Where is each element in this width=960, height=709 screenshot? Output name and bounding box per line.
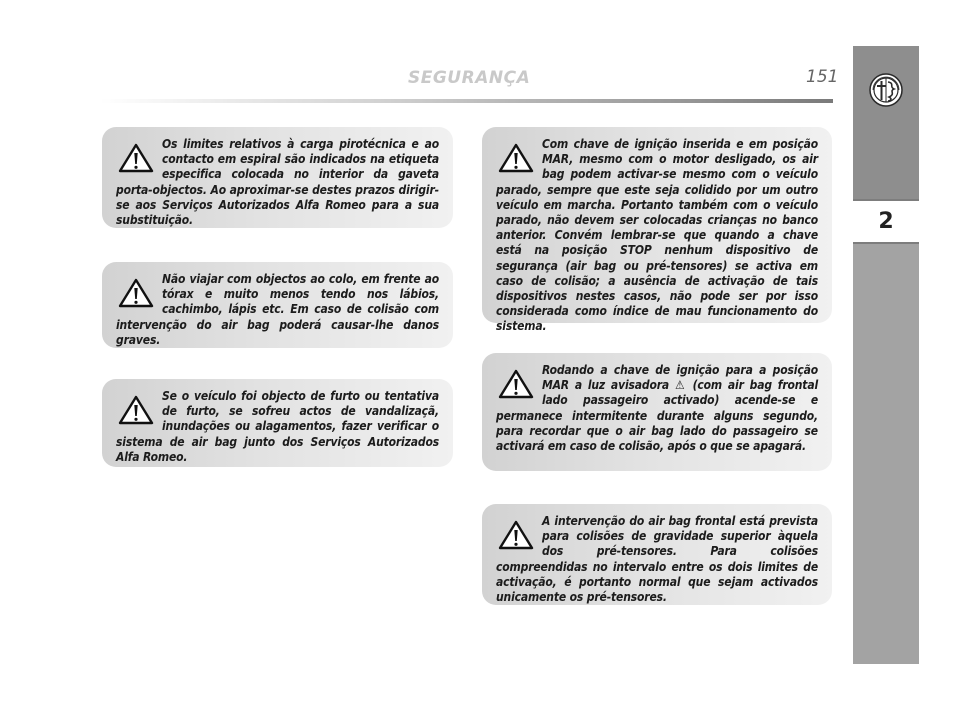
- page-header: [0, 0, 860, 110]
- warning-box-pyrotechnic-limits: [102, 127, 453, 228]
- warning-box-warning-light: [482, 353, 832, 471]
- warning-text: Com chave de ignição inserida e em posição MAR, mesmo com o motor desligado, os air bag podem activar-se mesmo com o veículo parado, sempre que este seja colidido por um outro veículo em marcha. Portanto também com o veículo parado, não devem ser colocadas crianças no banco anterior. Convém lembrar-se que quando a chave está na posição STOP nenhum dispositivo de segurança (air bag ou pré-tensores) se activa em caso de colisão; a ausência de activação de tais dispositivos nestes casos, não pode ser por isso considerada como índice de mau funcionamento do sistema.: [496, 137, 818, 334]
- warning-triangle-icon: [118, 278, 154, 308]
- warning-triangle-icon: [498, 143, 534, 173]
- warning-box-theft-vandalism: [102, 379, 453, 467]
- page-number: 151: [806, 67, 839, 87]
- logo-panel: [853, 46, 919, 199]
- warning-text: Rodando a chave de ignição para a posição MAR a luz avisadora ⚠ (com air bag frontal lado passageiro activado) acende-se e permanece intermitente durante alguns segundo, para recordar que o air bag lado do passageiro se activará em caso de colisão, após o que se apagará.: [496, 363, 818, 454]
- warning-triangle-icon: [498, 520, 534, 550]
- warning-box-frontal-airbag: [482, 504, 832, 605]
- warning-triangle-icon: [118, 395, 154, 425]
- warning-text: Se o veículo foi objecto de furto ou tentativa de furto, se sofreu actos de vandalizaçã, inundações ou alagamentos, fazer verificar o sistema de air bag junto dos Serviços Autorizados Alfa Romeo.: [116, 389, 439, 464]
- warning-triangle-icon: [118, 143, 154, 173]
- chapter-number: 2: [878, 209, 894, 234]
- header-divider: [100, 99, 833, 103]
- warning-text: A intervenção do air bag frontal está prevista para colisões de gravidade superior àquela dos pré-tensores. Para colisões compreendidas no intervalo entre os dois limites de activação, é portanto normal que sejam activados unicamente os pré-tensores.: [496, 514, 818, 605]
- section-title: SEGURANÇA: [408, 68, 531, 88]
- warning-triangle-icon: [498, 369, 534, 399]
- warning-text: Os limites relativos à carga pirotécnica e ao contacto em espiral são indicados na etiqueta especifica colocada no interior da gaveta porta-objectos. Ao aproximar-se destes prazos dirigir-se aos Serviços Autorizados Alfa Romeo para a sua substituição.: [116, 137, 439, 228]
- chapter-side-tab: [853, 46, 919, 664]
- warning-box-ignition-mar: [482, 127, 832, 334]
- alfa-romeo-logo-icon: [869, 73, 903, 107]
- warning-box-objects-on-lap: [102, 262, 453, 348]
- warning-text: Não viajar com objectos ao colo, em frente ao tórax e muito menos tendo nos lábios, cachimbo, lápis etc. Em caso de colisão com intervenção do air bag poderá causar-lhe danos graves.: [116, 272, 439, 347]
- chapter-indicator: [853, 199, 919, 244]
